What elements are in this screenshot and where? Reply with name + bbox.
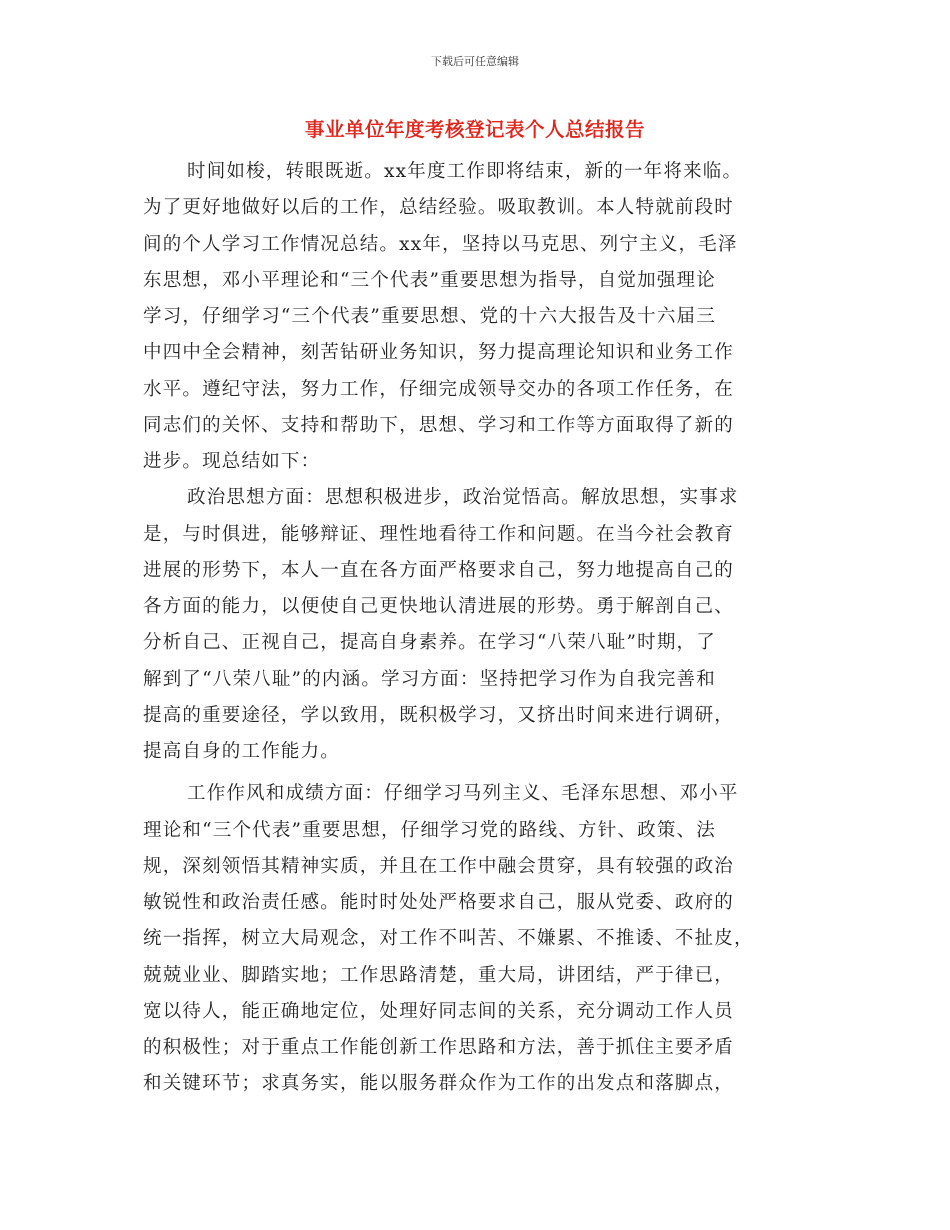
document-body — [143, 154, 815, 1103]
text-line: 理论和“三个代表”重要思想，仔细学习党的路线、方针、政策、法 — [143, 819, 716, 841]
paragraph-intro — [143, 154, 815, 480]
text-line: 宽以待人，能正确地定位，处理好同志间的关系，充分调动工作人员 — [143, 1000, 735, 1022]
paragraph-work-style — [143, 776, 815, 1102]
text-line: 敏锐性和政治责任感。能时时处处严格要求自己，服从党委、政府的 — [143, 892, 735, 913]
text-line: 的积极性；对于重点工作能创新工作思路和方法，善于抓住主要矛盾 — [143, 1037, 735, 1058]
text-line: 提高的重要途径，学以致用，既积极学习，又挤出时间来进行调研， — [143, 704, 735, 726]
document-title: 事业单位年度考核登记表个人总结报告 — [304, 118, 645, 141]
text-line: 时间如梭，转眼既逝。xx年度工作即将结束，新的一年将来临。 — [187, 161, 743, 182]
text-line: 同志们的关怀、支持和帮助下，思想、学习和工作等方面取得了新的 — [143, 414, 735, 436]
text-line: 提高自身的工作能力。 — [143, 741, 341, 762]
text-line: 统一指挥，树立大局观念，对工作不叫苦、不嫌累、不推诿、不扯皮， — [143, 928, 754, 950]
text-line: 间的个人学习工作情况总结。xx年，坚持以马克思、列宁主义，毛泽 — [143, 233, 738, 255]
text-line: 进步。现总结如下： — [143, 451, 321, 472]
text-line: 东思想，邓小平理论和“三个代表”重要思想为指导，自觉加强理论 — [143, 269, 716, 291]
text-line: 水平。遵纪守法，努力工作，仔细完成领导交办的各项工作任务，在 — [143, 378, 735, 400]
text-line: 学习，仔细学习“三个代表”重要思想、党的十六大报告及十六届三 — [143, 306, 716, 327]
header-note: 下载后可任意编辑 — [431, 55, 519, 68]
paragraph-political-thought — [143, 480, 815, 770]
text-line: 为了更好地做好以后的工作，总结经验。吸取教训。本人特就前段时 — [143, 197, 735, 219]
text-line: 解到了“八荣八耻”的内涵。学习方面：坚持把学习作为自我完善和 — [143, 668, 716, 690]
text-line: 规，深刻领悟其精神实质，并且在工作中融会贯穿，具有较强的政治 — [143, 855, 735, 877]
text-line: 工作作风和成绩方面：仔细学习马列主义、毛泽东思想、邓小平 — [187, 783, 739, 805]
text-line: 和关键环节；求真务实，能以服务群众作为工作的出发点和落脚点， — [143, 1073, 735, 1095]
text-line: 分析自己、正视自己，提高自身素养。在学习“八荣八耻”时期，了 — [143, 632, 716, 654]
text-line: 是，与时俱进，能够辩证、理性地看待工作和问题。在当今社会教育 — [143, 523, 735, 545]
text-line: 政治思想方面：思想积极进步，政治觉悟高。解放思想，实事求 — [187, 487, 739, 509]
text-line: 各方面的能力，以便使自己更快地认清进展的形势。勇于解剖自己、 — [143, 596, 735, 617]
text-line: 兢兢业业、脚踏实地；工作思路清楚，重大局，讲团结，严于律已， — [143, 964, 735, 986]
text-line: 中四中全会精神，刻苦钻研业务知识，努力提高理论知识和业务工作 — [143, 342, 735, 364]
text-line: 进展的形势下，本人一直在各方面严格要求自己，努力地提高自己的 — [143, 559, 735, 581]
